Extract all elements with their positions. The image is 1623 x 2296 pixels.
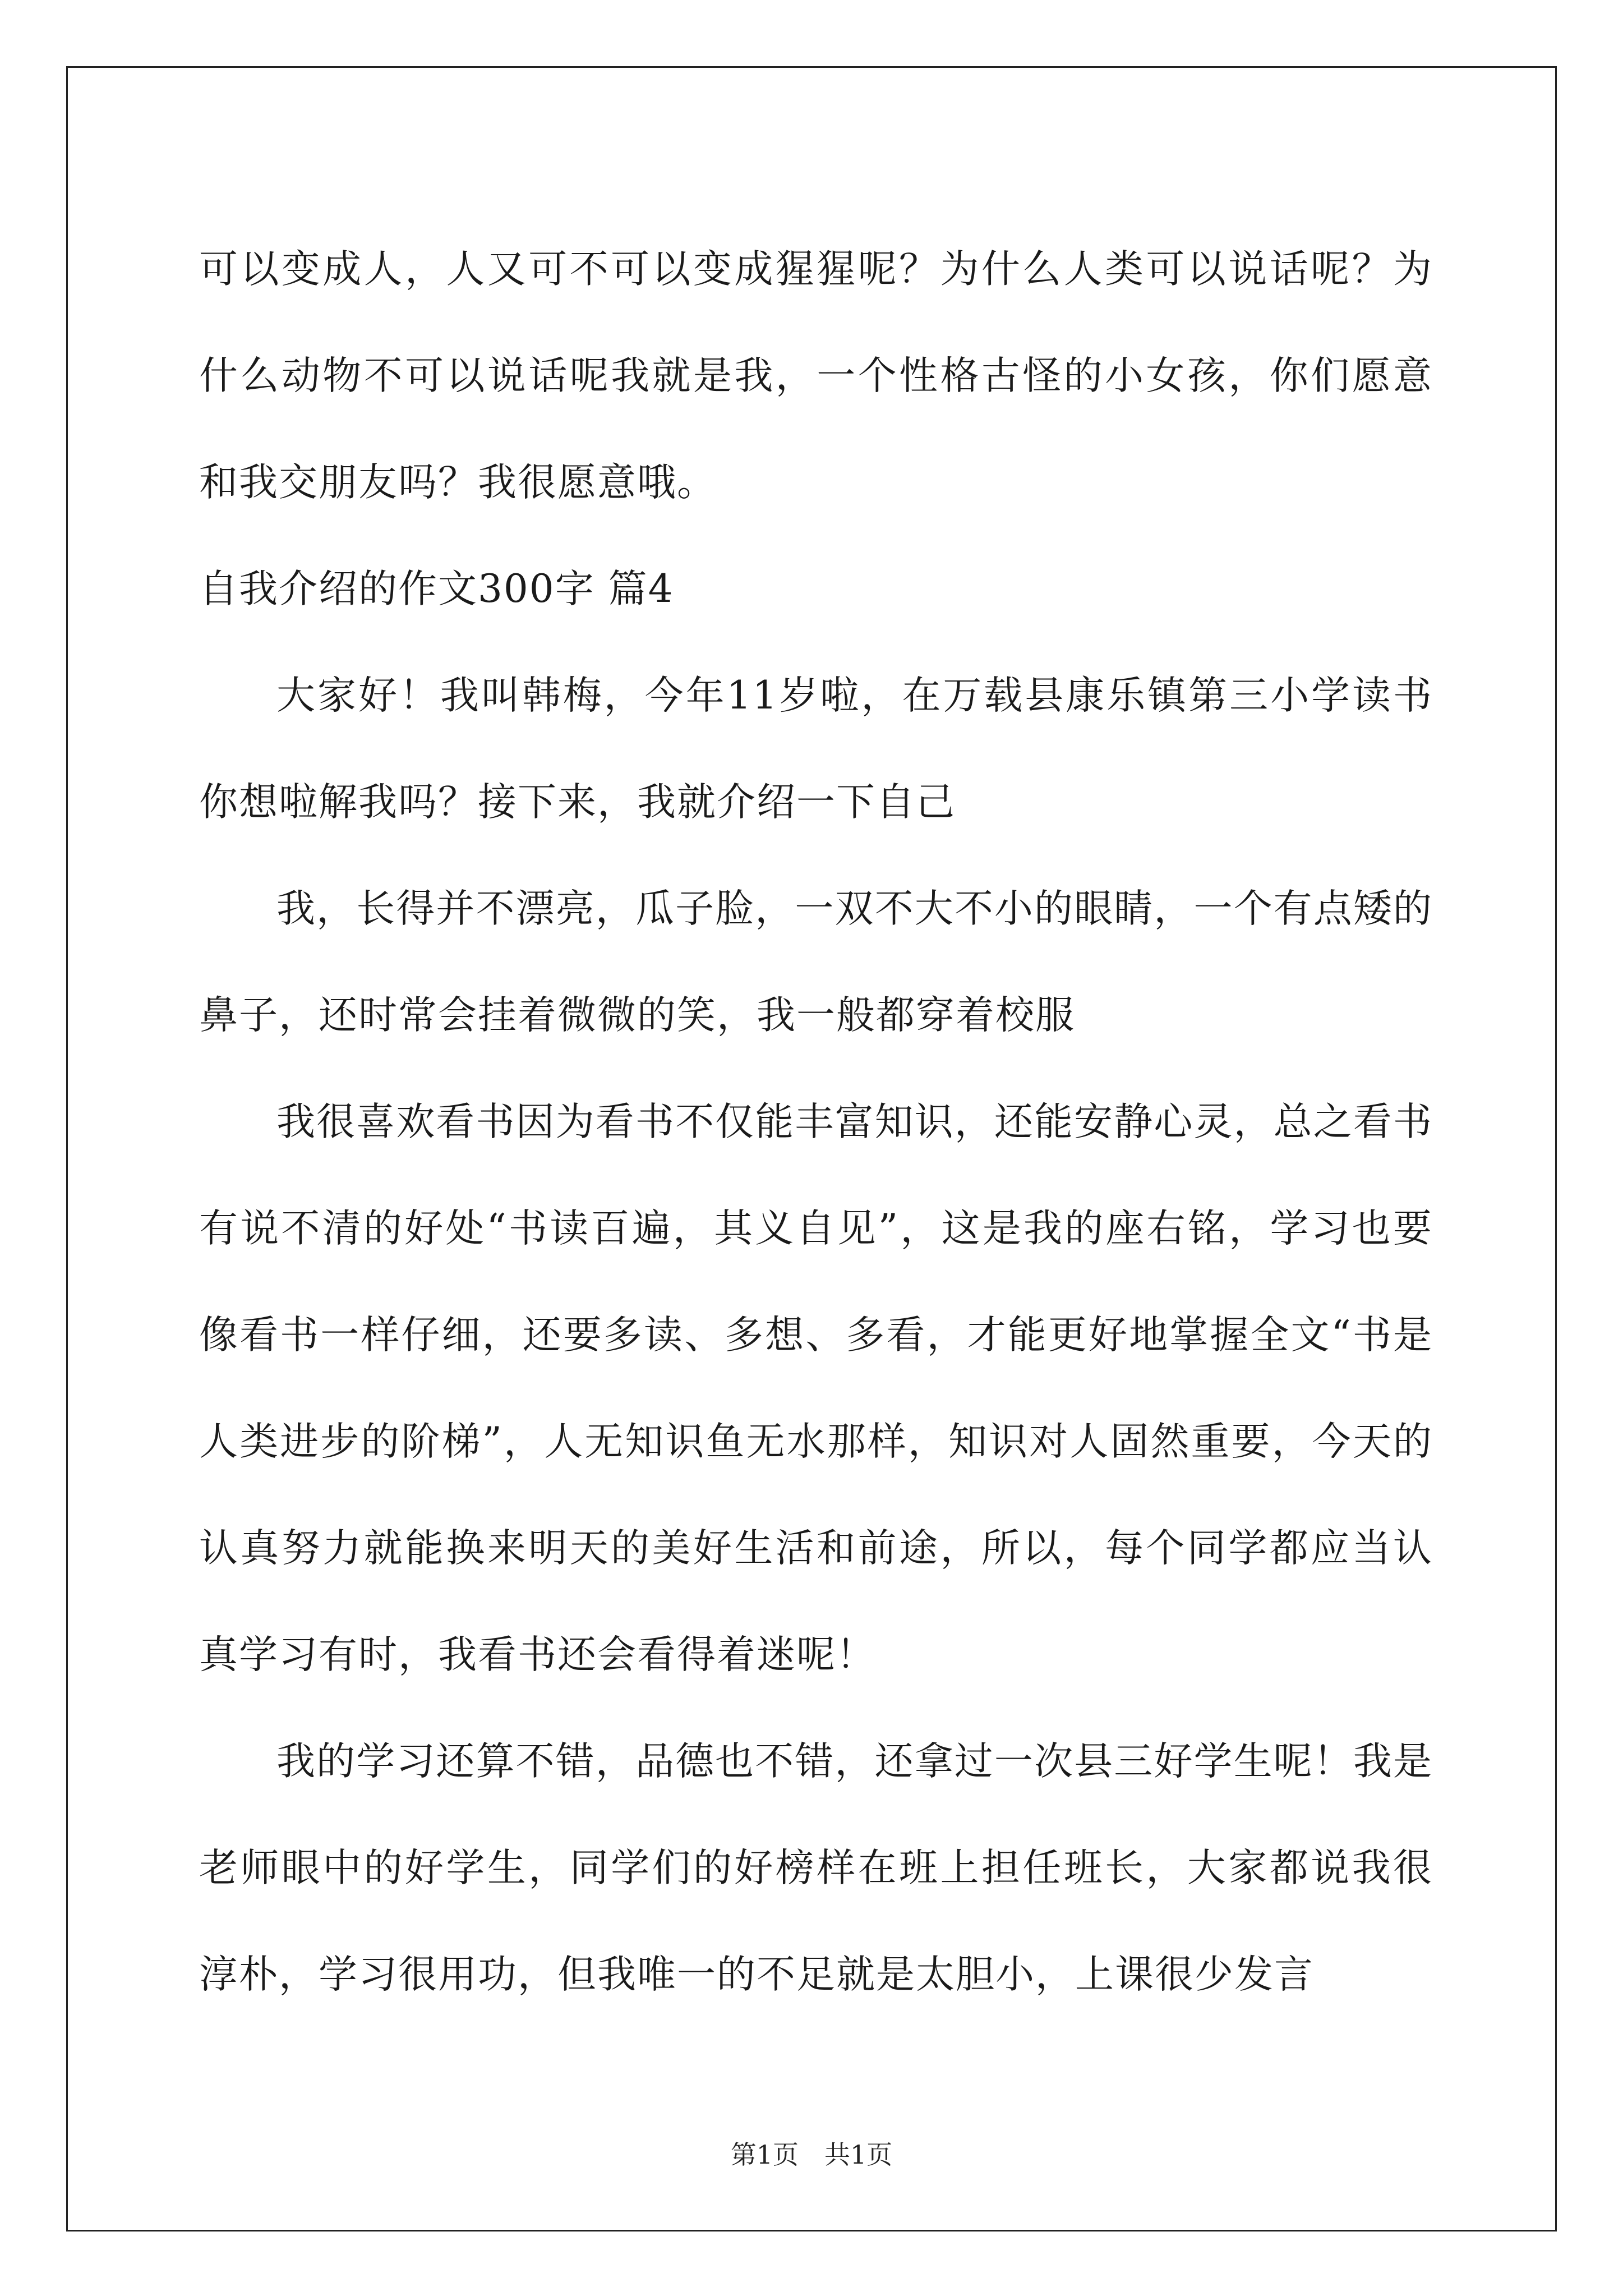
paragraph-intro: 大家好！我叫韩梅，今年11岁啦，在万载县康乐镇第三小学读书你想啦解我吗？接下来，我就介绍一下自己 [199,673,1433,825]
paragraph-appearance: 我，长得并不漂亮，瓜子脸，一双不大不小的眼睛，一个有点矮的鼻子，还时常会挂着微微的笑，我一般都穿着校服 [199,886,1433,1038]
document-body [199,216,1433,2028]
paragraph-reading: 我很喜欢看书因为看书不仅能丰富知识，还能安静心灵，总之看书有说不清的好处“书读百遍，其义自见”，这是我的座右铭，学习也要像看书一样仔细，还要多读、多想、多看，才能更好地掌握全文“书是人类进步的阶梯”，人无知识鱼无水那样，知识对人固然重要，今天的认真努力就能换来明天的美好生活和前途，所以，每个同学都应当认真学习有时，我看书还会看得着迷呢！ [199,1099,1433,1677]
paragraph-study: 我的学习还算不错，品德也不错，还拿过一次县三好学生呢！我是老师眼中的好学生，同学们的好榜样在班上担任班长，大家都说我很淳朴，学习很用功，但我唯一的不足就是太胆小，上课很少发言 [199,1739,1433,1997]
page-footer: 第1页 共1页 [730,2139,893,2170]
paragraph-continuation: 可以变成人，人又可不可以变成猩猩呢？为什么人类可以说话呢？为什么动物不可以说话呢我就是我，一个性格古怪的小女孩，你们愿意和我交朋友吗？我很愿意哦。 [199,247,1433,505]
section-heading: 自我介绍的作文300字 篇4 [199,567,674,611]
